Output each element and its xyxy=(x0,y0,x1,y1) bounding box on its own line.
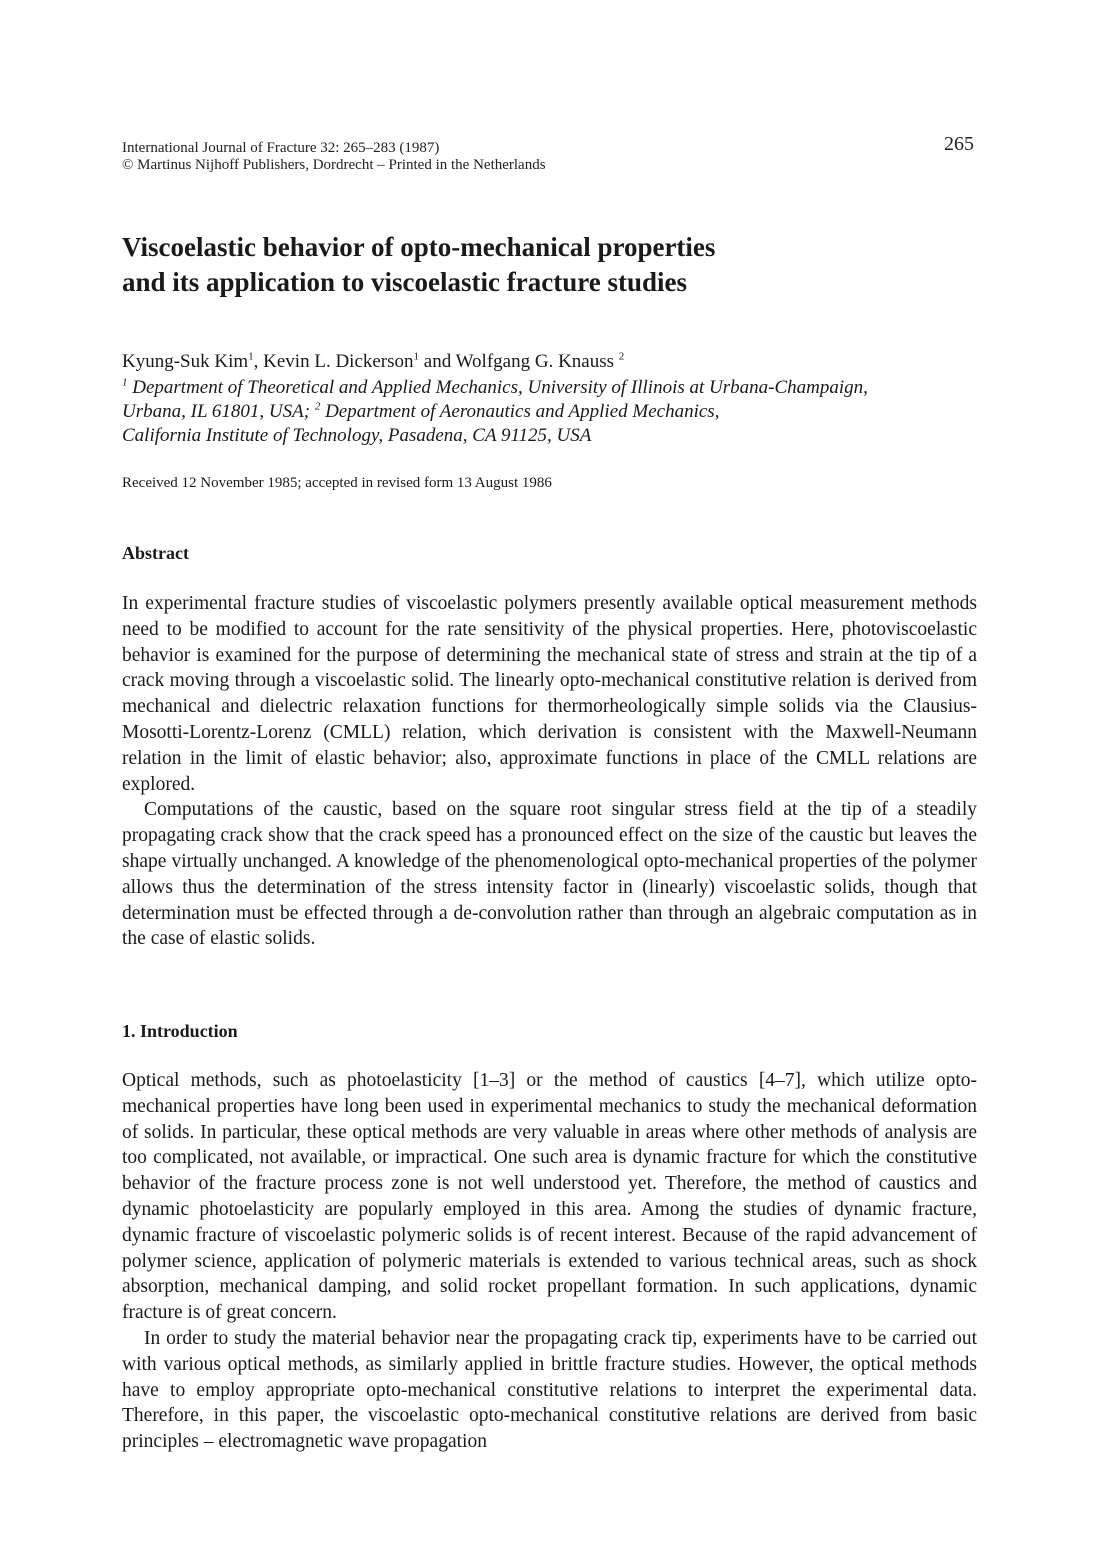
title-line-2: and its application to viscoelastic fracture studies xyxy=(122,267,687,297)
author-list xyxy=(122,350,624,374)
abstract-body xyxy=(122,591,977,952)
paper-title xyxy=(122,230,982,300)
running-head xyxy=(122,140,546,174)
affiliation-line: $^1$ Department of Theoretical and Applied Mechanics, University of Illinois at Urbana-Champaign, xyxy=(122,376,868,398)
author-name: Kyung-Suk Kim xyxy=(122,351,249,372)
body-paragraph: In order to study the material behavior near the propagating crack tip, experiments have to be carried out with various optical methods, as similarly applied in brittle fracture studies. However, the optical methods have to employ appropriate opto-mechanical constitutive relations to interpret the experimental data. Therefore, in this paper, the viscoelastic opto-mechanical constitutive relations are derived from basic principles – electromagnetic wave propagation xyxy=(122,1327,977,1453)
section-heading-introduction: 1. Introduction xyxy=(122,1021,238,1041)
affiliations xyxy=(122,376,868,448)
affiliation-marker: 1 xyxy=(248,350,254,363)
affiliation-line: Urbana, IL 61801, USA; $^2$ Department of Aeronautics and Applied Mechanics, xyxy=(122,400,720,422)
affiliation-marker: 1 xyxy=(122,376,128,389)
abstract-paragraph: In experimental fracture studies of viscoelastic polymers presently available optical measurement methods need to be modified to account for the rate sensitivity of the physical properties. Here, photoviscoelastic behavior is examined for the purpose of determining the mechanical state of stress and strain at the tip of a crack moving through a viscoelastic solid. The linearly opto-mechanical constitutive relation is derived from mechanical and dielectric relaxation functions for thermorheologically simple solids via the Clausius-Mosotti-Lorentz-Lorenz (CMLL) relation, which derivation is consistent with the Maxwell-Neumann relation in the limit of elastic behavior; also, approximate functions in place of the CMLL relations are explored. xyxy=(122,593,977,795)
author-separator: and xyxy=(419,351,456,372)
affiliation-marker: 2 xyxy=(314,400,321,413)
author-name: Kevin L. Dickerson xyxy=(263,351,414,372)
publisher-line: © Martinus Nijhoff Publishers, Dordrecht – Printed in the Netherlands xyxy=(122,157,546,173)
author-separator: , xyxy=(253,351,264,372)
abstract-heading: Abstract xyxy=(122,543,189,563)
affiliation-marker: 1 xyxy=(413,350,420,363)
page-number: 265 xyxy=(944,133,974,155)
affiliation-marker: 2 xyxy=(618,350,625,363)
body-paragraph: Optical methods, such as photoelasticity [1–3] or the method of caustics [4–7], which utilize opto-mechanical properties have long been used in experimental mechanics to study the mechanical deformation of solids. In particular, these optical methods are very valuable in areas where other methods of analysis are too complicated, not available, or impractical. One such area is dynamic fracture for which the constitutive behavior of the fracture process zone is not well understood yet. Therefore, the method of caustics and dynamic photoelasticity are popularly employed in this area. Among the studies of dynamic fracture, dynamic fracture of viscoelastic polymeric solids is of recent interest. Because of the rapid advancement of polymer science, application of polymeric materials is extended to various technical areas, such as shock absorption, mechanical damping, and solid rocket propellant formation. In such applications, dynamic fracture is of great concern. xyxy=(122,1070,977,1324)
introduction-body xyxy=(122,1068,977,1455)
affiliation-line: California Institute of Technology, Pasadena, CA 91125, USA xyxy=(122,425,592,446)
journal-citation: International Journal of Fracture 32: 265–283 (1987) xyxy=(122,140,440,156)
title-line-1: Viscoelastic behavior of opto-mechanical properties xyxy=(122,232,716,262)
author-name: Wolfgang G. Knauss xyxy=(455,351,615,372)
received-dates: Received 12 November 1985; accepted in revised form 13 August 1986 xyxy=(122,475,552,491)
abstract-paragraph: Computations of the caustic, based on the square root singular stress field at the tip of a steadily propagating crack show that the crack speed has a pronounced effect on the size of the caustic but leaves the shape virtually unchanged. A knowledge of the phenomenological opto-mechanical properties of the polymer allows thus the determination of the stress intensity factor in (linearly) viscoelastic solids, though that determination must be effected through a de-convolution rather than through an algebraic computation as in the case of elastic solids. xyxy=(122,799,977,950)
